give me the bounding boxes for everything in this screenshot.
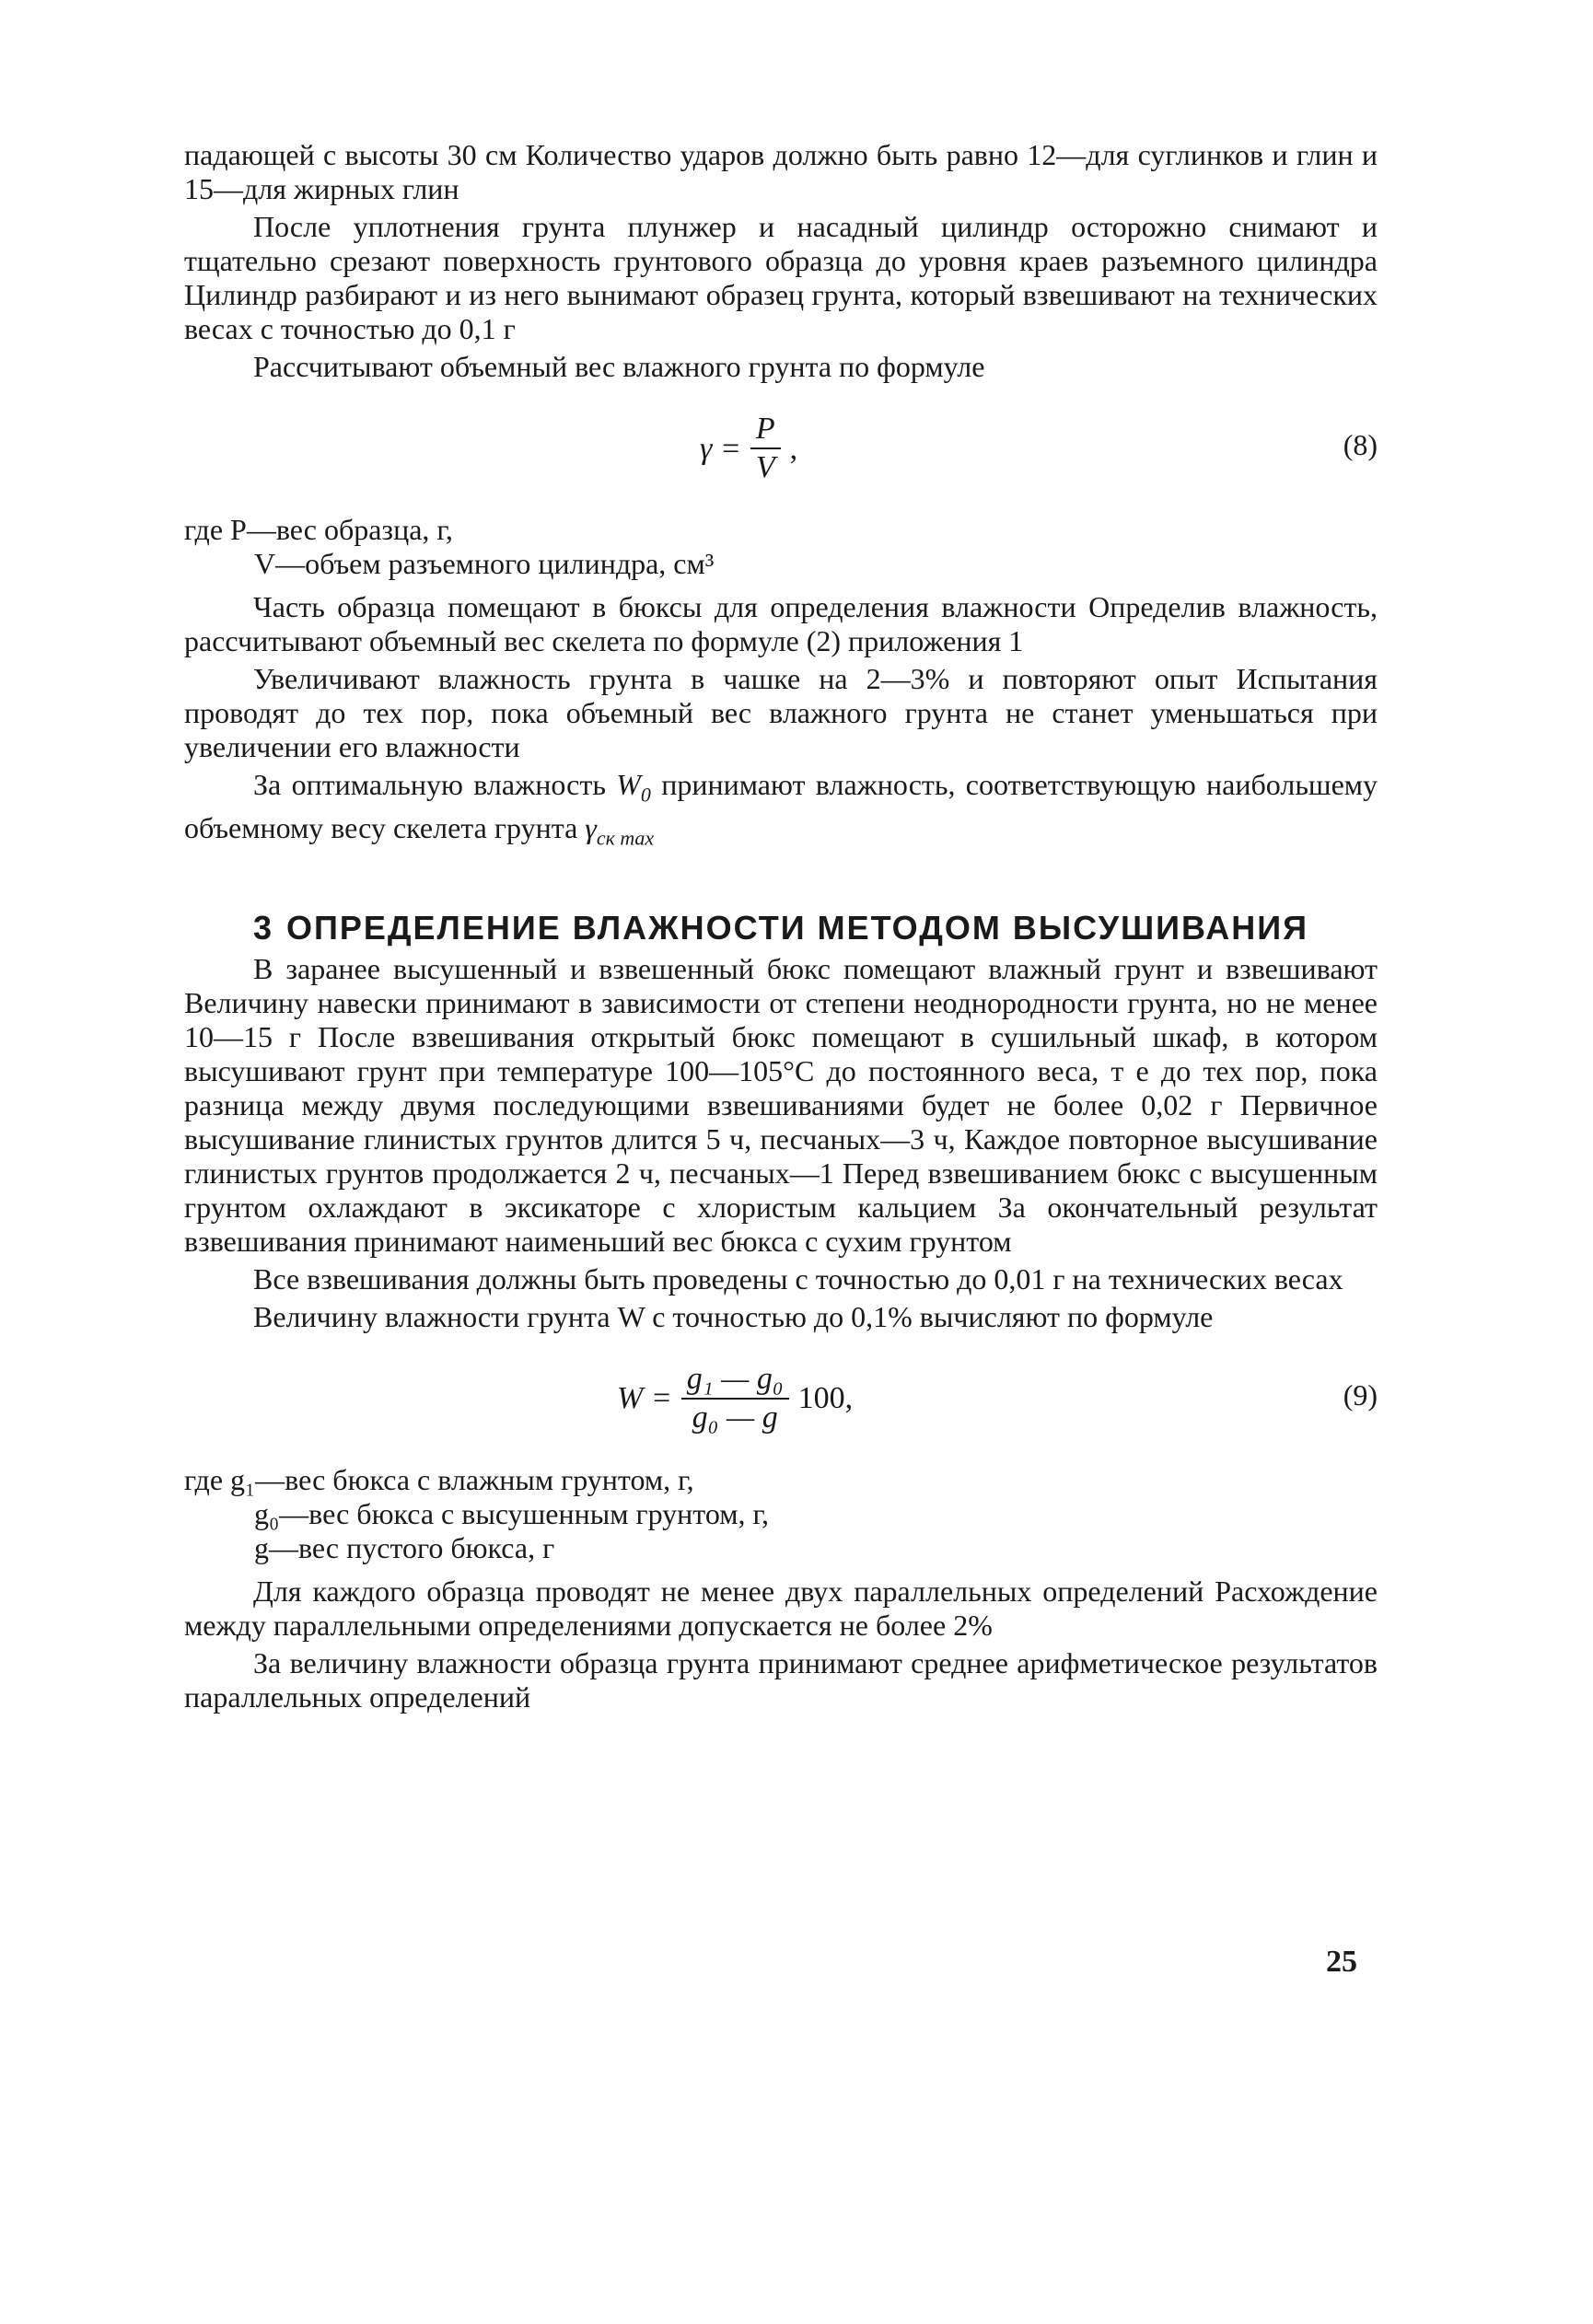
formula-8-numerator: P [755, 412, 775, 446]
formula-9-fraction [681, 1361, 789, 1436]
paragraph-9: Величину влажности грунта W с точностью до 0,1% вычисляют по формуле [253, 1299, 1214, 1333]
formula-8-lhs: γ = [700, 431, 741, 466]
paragraph-10: Для каждого образца проводят не менее двух параллельных определений Расхождение между параллельными определениями допускается не более 2% [184, 1574, 1378, 1642]
paragraph-3: Рассчитывают объемный вес влажного грунта по формуле [253, 350, 985, 383]
variable-w0: $W_0$ [616, 768, 651, 807]
paragraph-11: За величину влажности образца грунта принимают среднее арифметическое результатов параллельных определений [184, 1645, 1378, 1714]
formula-9-legend [184, 1463, 1378, 1565]
paragraph-4: Часть образца помещают в бюксы для определения влажности Определив влажность, рассчитывают объемный вес скелета по формуле (2) приложения 1 [184, 590, 1378, 657]
paragraph-6-text: принимают влажность, соответствующую наибольшему объемному весу скелета грунта [184, 768, 1378, 845]
formula-8 [184, 393, 1378, 504]
formula-9 [184, 1343, 1378, 1454]
paragraph-6-text: За оптимальную влажность [253, 768, 606, 801]
formula-8-denominator: V [755, 450, 775, 484]
legend-line: где g₁—вес бюкса с влажным грунтом, г, [184, 1462, 694, 1496]
paragraph-5: Увеличивают влажность грунта в чашке на 2—3% и повторяют опыт Испытания проводят до тех пор, пока объемный вес влажного грунта не станет уменьшаться при увеличении его влажности [184, 662, 1378, 763]
legend-line: V—объем разъемного цилиндра, см³ [254, 547, 715, 580]
section-number: 3 [252, 908, 273, 947]
legend-line: где P—вес образца, г, [184, 513, 453, 546]
paragraph-8: Все взвешивания должны быть проведены с точностью до 0,01 г на технических весах [253, 1261, 1343, 1296]
section-heading [184, 908, 1378, 947]
formula-8-expression [700, 393, 797, 504]
legend-line: g—вес пустого бюкса, г [254, 1530, 555, 1564]
page-number: 25 [1326, 1945, 1357, 1979]
formula-9-suffix: 100, [797, 1381, 854, 1416]
formula-8-fraction [750, 411, 781, 486]
variable-gamma: $\gamma_{ск max}$ [585, 811, 655, 850]
formula-9-lhs: W = [617, 1381, 672, 1416]
formula-9-numerator: g₁ — g₀ [686, 1361, 784, 1396]
paragraph-7: В заранее высушенный и взвешенный бюкс помещают влажный грунт и взвешивают Величину навески принимают в зависимости от степени неоднородности грунта, но не менее 10—15 г После взвешивания открытый бюкс помещают в сушильный шкаф, в котором высушивают грунт при температуре 100—105°С до постоянного веса, т е до тех пор, пока разница между двумя последующими взвешиваниями будет не более 0,02 г Первичное высушивание глинистых грунтов длится 5 ч, песчаных—3 ч, Каждое повторное высушивание глинистых грунтов продолжается 2 ч, песчаных—1 Перед взвешиванием бюкс с высушенным грунтом охлаждают в эксикаторе с хлористым кальцием За окончательный результат взвешивания принимают наименьший вес бюкса с сухим грунтом [184, 951, 1378, 1258]
body-text [184, 138, 1378, 1718]
formula-8-legend [184, 513, 1378, 581]
section-title: ОПРЕДЕЛЕНИЕ ВЛАЖНОСТИ МЕТОДОМ ВЫСУШИВАНИЯ [286, 908, 1309, 947]
formula-9-denominator: g₀ — g [692, 1400, 778, 1435]
legend-line: g₀—вес бюкса с высушенным грунтом, г, [254, 1496, 769, 1530]
paragraph-1: падающей с высоты 30 см Количество ударов должно быть равно 12—для суглинков и глин и 15—для жирных глин [184, 138, 1378, 205]
equation-number-9: (9) [1343, 1377, 1378, 1412]
paragraph-2: После уплотнения грунта плунжер и насадный цилиндр осторожно снимают и тщательно срезают поверхность грунтового образца до уровня краев разъемного цилиндра Цилиндр разбирают и из него вынимают образец грунта, который взвешивают на технических весах с точностью до 0,1 г [184, 210, 1378, 345]
paragraph-6 [184, 768, 1378, 855]
formula-8-suffix: , [789, 431, 798, 466]
equation-number-8: (8) [1343, 428, 1378, 461]
formula-9-expression [617, 1343, 853, 1454]
